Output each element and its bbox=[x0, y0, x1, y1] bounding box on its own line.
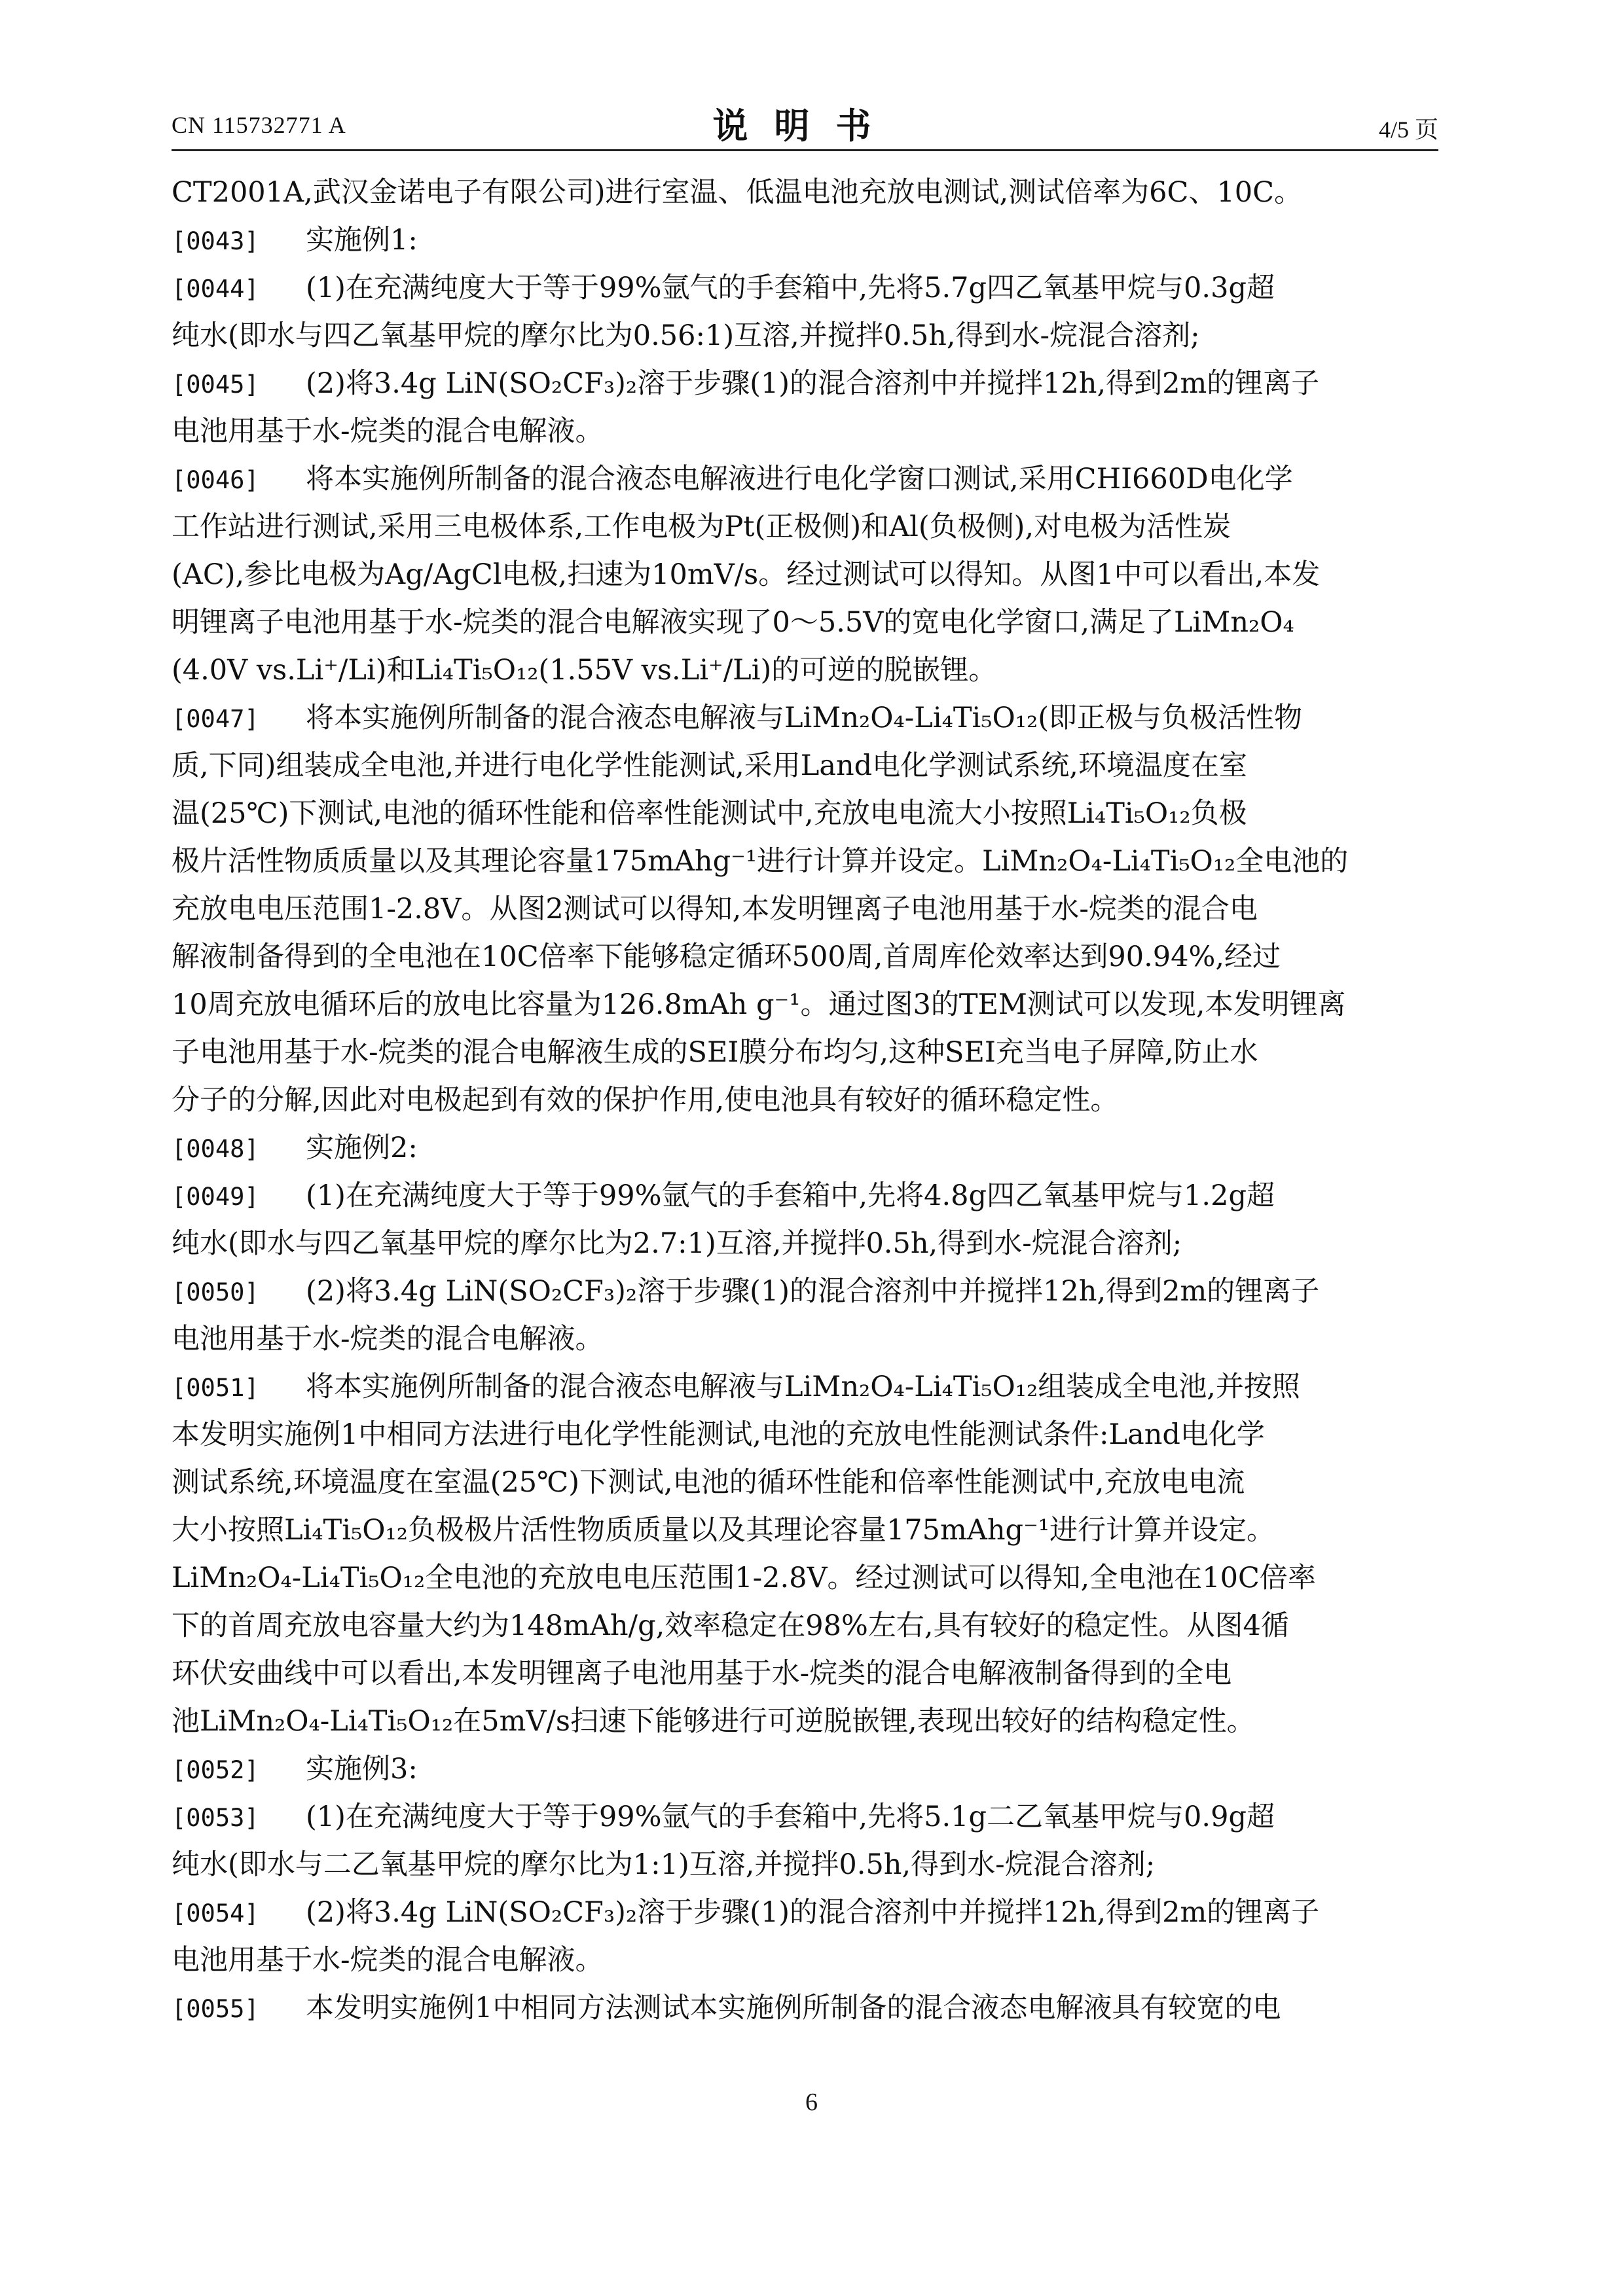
document-title: 说明书 bbox=[712, 105, 898, 147]
page-number: 6 bbox=[805, 2089, 818, 2116]
paragraph-text: (AC),参比电极为Ag/AgCl电极,扫速为10mV/s。经过测试可以得知。从图1中可以看出,本发 bbox=[172, 558, 1321, 591]
document-body bbox=[172, 169, 1438, 2032]
text-line bbox=[172, 551, 1438, 599]
paragraph-text: 实施例2: bbox=[306, 1132, 418, 1164]
text-line bbox=[172, 933, 1438, 981]
text-line bbox=[172, 742, 1438, 790]
text-line bbox=[172, 217, 1438, 264]
text-line bbox=[172, 694, 1438, 742]
text-line bbox=[172, 1937, 1438, 1984]
paragraph-text: (2)将3.4g LiN(SO₂CF₃)₂溶于步骤(1)的混合溶剂中并搅拌12h,得到2m的锂离子 bbox=[306, 367, 1320, 400]
text-line bbox=[172, 1746, 1438, 1793]
paragraph-text: 极片活性物质质量以及其理论容量175mAhg⁻¹进行计算并设定。LiMn₂O₄-Li₄Ti₅O₁₂全电池的 bbox=[172, 845, 1349, 878]
paragraph-text: 本发明实施例1中相同方法进行电化学性能测试,电池的充放电性能测试条件:Land电化学 bbox=[172, 1418, 1265, 1451]
paragraph-text: 分子的分解,因此对电极起到有效的保护作用,使电池具有较好的循环稳定性。 bbox=[172, 1084, 1119, 1117]
text-line bbox=[172, 1984, 1438, 2032]
text-line bbox=[172, 312, 1438, 360]
page-info: 4/5 页 bbox=[1378, 117, 1438, 143]
paragraph-text: 充放电电压范围1-2.8V。从图2测试可以得知,本发明锂离子电池用基于水-烷类的混合电 bbox=[172, 893, 1258, 925]
text-line bbox=[172, 1172, 1438, 1220]
paragraph-text: 明锂离子电池用基于水-烷类的混合电解液实现了0～5.5V的宽电化学窗口,满足了LiMn₂O₄ bbox=[172, 606, 1294, 639]
paragraph-text: 电池用基于水-烷类的混合电解液。 bbox=[172, 415, 604, 448]
text-line bbox=[172, 1698, 1438, 1746]
text-line bbox=[172, 838, 1438, 886]
paragraph-text: 池LiMn₂O₄-Li₄Ti₅O₁₂在5mV/s扫速下能够进行可逆脱嵌锂,表现出较好的结构稳定性。 bbox=[172, 1705, 1255, 1738]
paragraph-text: (2)将3.4g LiN(SO₂CF₃)₂溶于步骤(1)的混合溶剂中并搅拌12h,得到2m的锂离子 bbox=[306, 1275, 1320, 1308]
paragraph-number: [0053] bbox=[172, 1804, 259, 1832]
publication-number: CN 115732771 A bbox=[172, 112, 346, 138]
paragraph-text: 10周充放电循环后的放电比容量为126.8mAh g⁻¹。通过图3的TEM测试可以发现,本发明锂离 bbox=[172, 988, 1346, 1021]
text-line bbox=[172, 1411, 1438, 1459]
paragraph-text: 电池用基于水-烷类的混合电解液。 bbox=[172, 1944, 604, 1977]
text-line bbox=[172, 1316, 1438, 1363]
text-line bbox=[172, 1650, 1438, 1698]
paragraph-text: CT2001A,武汉金诺电子有限公司)进行室温、低温电池充放电测试,测试倍率为6C、10C。 bbox=[172, 176, 1303, 209]
paragraph-text: (2)将3.4g LiN(SO₂CF₃)₂溶于步骤(1)的混合溶剂中并搅拌12h,得到2m的锂离子 bbox=[306, 1896, 1320, 1929]
paragraph-number: [0052] bbox=[172, 1756, 259, 1784]
paragraph-text: 实施例1: bbox=[306, 224, 418, 257]
text-line bbox=[172, 503, 1438, 551]
text-line bbox=[172, 264, 1438, 312]
text-line bbox=[172, 1077, 1438, 1124]
paragraph-text: 将本实施例所制备的混合液态电解液进行电化学窗口测试,采用CHI660D电化学 bbox=[306, 463, 1293, 495]
paragraph-text: 下的首周充放电容量大约为148mAh/g,效率稳定在98%左右,具有较好的稳定性。从图4循 bbox=[172, 1609, 1289, 1642]
paragraph-text: 纯水(即水与四乙氧基甲烷的摩尔比为0.56:1)互溶,并搅拌0.5h,得到水-烷混合溶剂; bbox=[172, 319, 1200, 352]
paragraph-text: (1)在充满纯度大于等于99%氩气的手套箱中,先将5.7g四乙氧基甲烷与0.3g超 bbox=[306, 272, 1275, 304]
text-line bbox=[172, 456, 1438, 503]
paragraph-number: [0050] bbox=[172, 1278, 259, 1306]
paragraph-text: 纯水(即水与四乙氧基甲烷的摩尔比为2.7:1)互溶,并搅拌0.5h,得到水-烷混合溶剂; bbox=[172, 1227, 1182, 1260]
text-line bbox=[172, 790, 1438, 838]
paragraph-text: 子电池用基于水-烷类的混合电解液生成的SEI膜分布均匀,这种SEI充当电子屏障,防止水 bbox=[172, 1036, 1258, 1069]
paragraph-text: 解液制备得到的全电池在10C倍率下能够稳定循环500周,首周库伦效率达到90.94%,经过 bbox=[172, 941, 1281, 973]
paragraph-text: 温(25℃)下测试,电池的循环性能和倍率性能测试中,充放电电流大小按照Li₄Ti₅O₁₂负极 bbox=[172, 797, 1247, 830]
paragraph-text: 实施例3: bbox=[306, 1753, 418, 1785]
text-line bbox=[172, 408, 1438, 456]
paragraph-number: [0055] bbox=[172, 1995, 259, 2023]
paragraph-number: [0049] bbox=[172, 1183, 259, 1211]
text-line bbox=[172, 1889, 1438, 1937]
paragraph-number: [0048] bbox=[172, 1135, 259, 1163]
paragraph-text: LiMn₂O₄-Li₄Ti₅O₁₂全电池的充放电电压范围1-2.8V。经过测试可以得知,全电池在10C倍率 bbox=[172, 1562, 1316, 1594]
header-rule bbox=[172, 149, 1438, 151]
text-line bbox=[172, 599, 1438, 647]
paragraph-text: 工作站进行测试,采用三电极体系,工作电极为Pt(正极侧)和Al(负极侧),对电极为活性炭 bbox=[172, 511, 1231, 543]
text-line bbox=[172, 1459, 1438, 1507]
paragraph-text: 大小按照Li₄Ti₅O₁₂负极极片活性物质质量以及其理论容量175mAhg⁻¹进行计算并设定。 bbox=[172, 1514, 1275, 1547]
text-line bbox=[172, 1363, 1438, 1411]
text-line bbox=[172, 1841, 1438, 1889]
paragraph-text: 电池用基于水-烷类的混合电解液。 bbox=[172, 1323, 604, 1355]
paragraph-text: (4.0V vs.Li⁺/Li)和Li₄Ti₅O₁₂(1.55V vs.Li⁺/Li)的可逆的脱嵌锂。 bbox=[172, 654, 997, 687]
paragraph-number: [0045] bbox=[172, 370, 259, 399]
text-line bbox=[172, 1029, 1438, 1077]
paragraph-number: [0047] bbox=[172, 705, 259, 733]
text-line bbox=[172, 1507, 1438, 1554]
text-line bbox=[172, 1268, 1438, 1316]
paragraph-text: 本发明实施例1中相同方法测试本实施例所制备的混合液态电解液具有较宽的电 bbox=[306, 1992, 1281, 2024]
paragraph-text: 纯水(即水与二乙氧基甲烷的摩尔比为1:1)互溶,并搅拌0.5h,得到水-烷混合溶剂; bbox=[172, 1848, 1156, 1881]
paragraph-text: 将本实施例所制备的混合液态电解液与LiMn₂O₄-Li₄Ti₅O₁₂(即正极与负极活性物 bbox=[306, 702, 1303, 734]
paragraph-number: [0044] bbox=[172, 275, 259, 303]
page-header bbox=[172, 98, 1438, 147]
paragraph-number: [0043] bbox=[172, 227, 259, 255]
text-line bbox=[172, 1793, 1438, 1841]
text-line bbox=[172, 1124, 1438, 1172]
text-line bbox=[172, 169, 1438, 217]
text-line bbox=[172, 360, 1438, 408]
paragraph-text: 将本实施例所制备的混合液态电解液与LiMn₂O₄-Li₄Ti₅O₁₂组装成全电池,并按照 bbox=[306, 1371, 1300, 1403]
paragraph-number: [0046] bbox=[172, 466, 259, 494]
paragraph-number: [0054] bbox=[172, 1899, 259, 1928]
paragraph-number: [0051] bbox=[172, 1374, 259, 1402]
paragraph-text: 质,下同)组装成全电池,并进行电化学性能测试,采用Land电化学测试系统,环境温度在室 bbox=[172, 749, 1247, 782]
paragraph-text: 测试系统,环境温度在室温(25℃)下测试,电池的循环性能和倍率性能测试中,充放电电流 bbox=[172, 1466, 1245, 1499]
text-line bbox=[172, 981, 1438, 1029]
text-line bbox=[172, 1220, 1438, 1268]
text-line bbox=[172, 647, 1438, 694]
text-line bbox=[172, 886, 1438, 933]
text-line bbox=[172, 1554, 1438, 1602]
paragraph-text: (1)在充满纯度大于等于99%氩气的手套箱中,先将4.8g四乙氧基甲烷与1.2g超 bbox=[306, 1179, 1275, 1212]
paragraph-text: 环伏安曲线中可以看出,本发明锂离子电池用基于水-烷类的混合电解液制备得到的全电 bbox=[172, 1657, 1232, 1690]
paragraph-text: (1)在充满纯度大于等于99%氩气的手套箱中,先将5.1g二乙氧基甲烷与0.9g超 bbox=[306, 1801, 1275, 1833]
text-line bbox=[172, 1602, 1438, 1650]
